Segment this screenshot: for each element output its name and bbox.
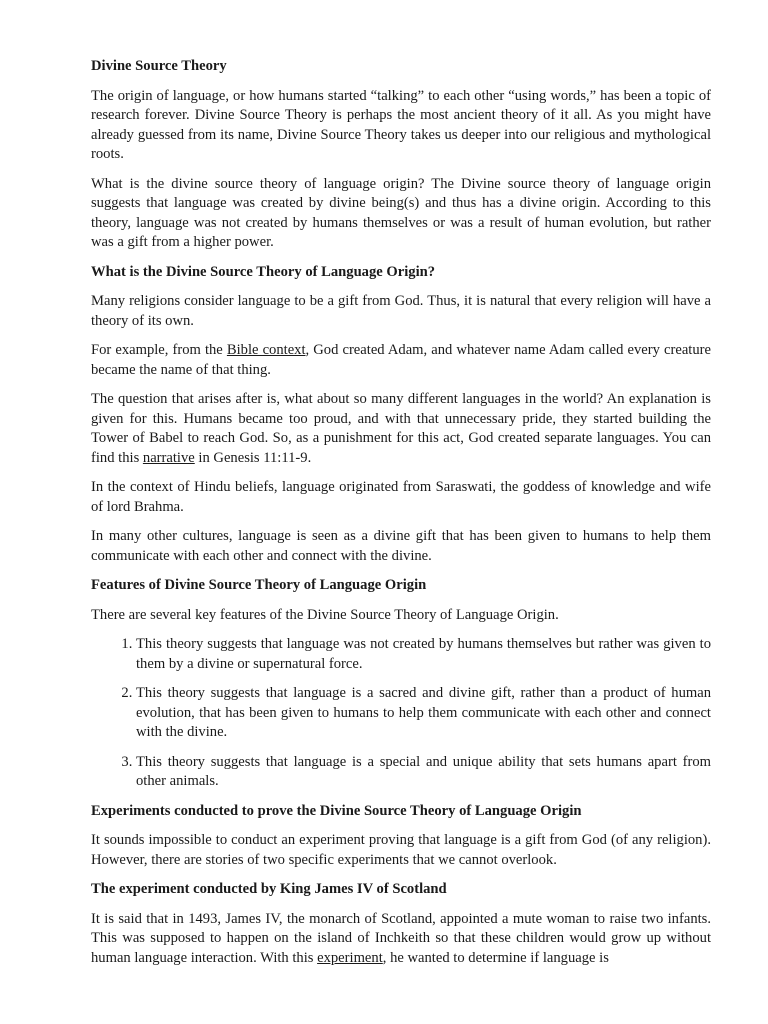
features-intro-paragraph: There are several key features of the Divine Source Theory of Language Origin. <box>91 606 559 623</box>
other-cultures-paragraph: In many other cultures, language is seen as a divine gift that has been given to humans to help them communicate with each other and connect with the divine. <box>91 528 711 564</box>
religions-paragraph: Many religions consider language to be a gift from God. Thus, it is natural that every religion will have a theory of its own. <box>91 293 711 329</box>
section-heading-features: Features of Divine Source Theory of Language Origin <box>91 577 427 593</box>
features-list-item: 1. This theory suggests that language was not created by humans themselves but rather was given to them by a divine or supernatural force. <box>136 635 711 674</box>
features-list <box>91 635 711 792</box>
bible-paragraph <box>91 341 711 380</box>
babel-paragraph-text-before: The question that arises after is, what about so many different languages in the world? An explanation is given for this. Humans became too proud, and with that unnecessary pride, they started building the Tower of Babel to reach God. So, as a punishment for this act, God created separate languages. You can find this <box>91 391 711 466</box>
experiments-paragraph: It sounds impossible to conduct an experiment proving that language is a gift from God (of any religion). However, there are stories of two specific experiments that we cannot overlook. <box>91 832 711 868</box>
section-heading-king-james: The experiment conducted by King James IV of Scotland <box>91 881 447 897</box>
bible-paragraph-text-before: For example, from the <box>91 342 227 358</box>
hindu-paragraph: In the context of Hindu beliefs, language originated from Saraswati, the goddess of knowledge and wife of lord Brahma. <box>91 479 711 515</box>
features-list-item: 2. This theory suggests that language is a sacred and divine gift, rather than a product of human evolution, that has been given to humans to help them communicate with each other and connect with the divine. <box>136 684 711 743</box>
babel-paragraph-text-after: in Genesis 11:11-9. <box>194 449 312 466</box>
document-title: Divine Source Theory <box>91 58 227 74</box>
section-heading-what-is: What is the Divine Source Theory of Language Origin? <box>91 263 436 280</box>
bible-context-link[interactable]: Bible context <box>226 342 306 358</box>
document-page <box>91 57 711 978</box>
intro-paragraph-1: The origin of language, or how humans started “talking” to each other “using words,” has been a topic of research forever. Divine Source Theory is perhaps the most ancient theory of it all. As you might have already guessed from its name, Divine Source Theory takes us deeper into our religious and mythological roots. <box>91 87 711 162</box>
babel-paragraph <box>91 390 711 468</box>
king-james-paragraph-text-before: It is said that in 1493, James IV, the monarch of Scotland, appointed a mute woman to raise two infants. This was supposed to happen on the island of Inchkeith so that these children would grow up without human language interaction. With this <box>91 910 711 966</box>
experiment-link[interactable]: experiment <box>317 949 383 966</box>
features-list-item: 3. This theory suggests that language is a special and unique ability that sets humans apart from other animals. <box>136 753 711 792</box>
king-james-paragraph <box>91 910 711 969</box>
king-james-paragraph-text-after: , he wanted to determine if language is <box>382 949 609 966</box>
bible-paragraph-text-after: , God created Adam, and whatever name Adam called every creature became the name of that thing. <box>91 342 711 378</box>
narrative-link[interactable]: narrative <box>142 449 195 466</box>
section-heading-experiments: Experiments conducted to prove the Divine Source Theory of Language Origin <box>91 802 582 819</box>
intro-paragraph-2: What is the divine source theory of language origin? The Divine source theory of language origin suggests that language was created by divine being(s) and thus has a divine origin. According to this theory, language was not created by humans themselves or was a result of human evolution, but rather was a gift from a higher power. <box>91 175 711 250</box>
